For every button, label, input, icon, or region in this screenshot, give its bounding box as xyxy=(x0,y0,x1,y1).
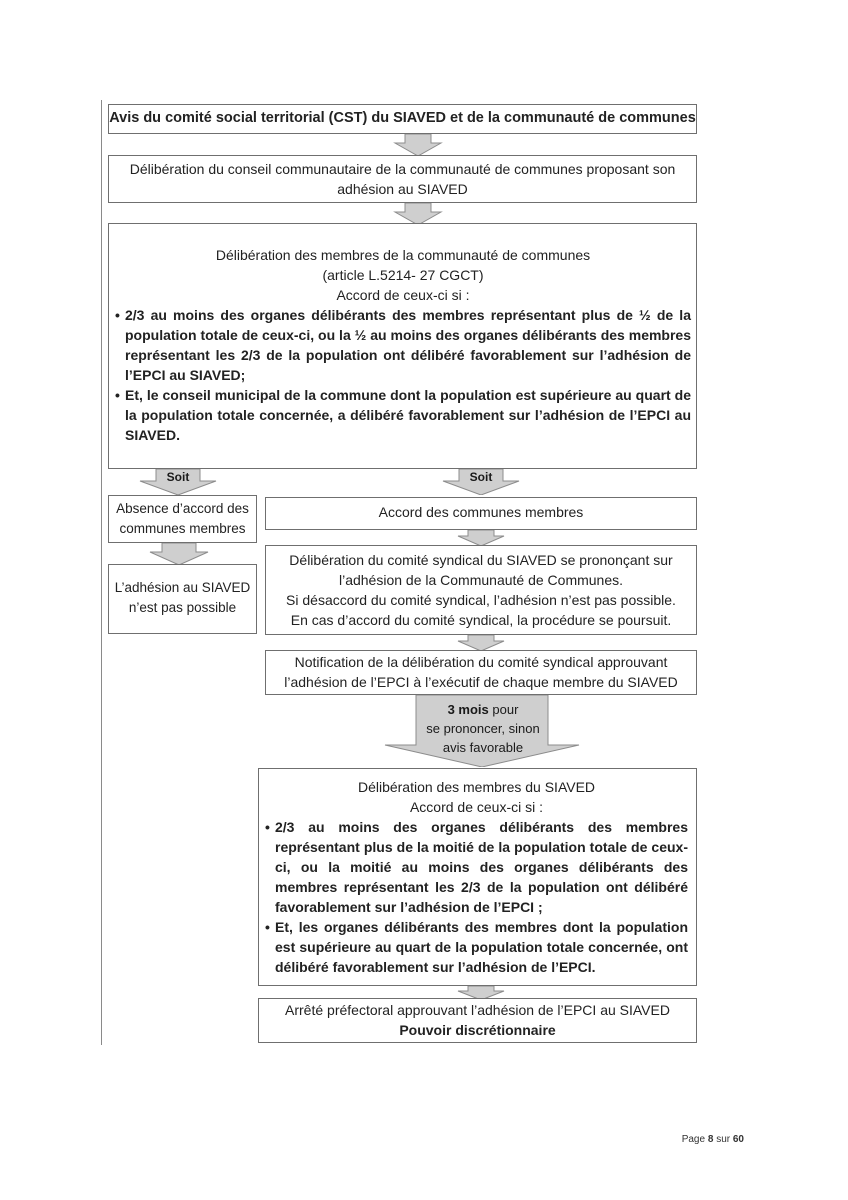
step-cst-opinion-text: Avis du comité social territorial (CST) du SIAVED et de la communauté de communes xyxy=(109,110,696,126)
committee-line: En cas d’accord du comité syndical, la procédure se poursuit. xyxy=(290,612,672,628)
step-council-deliberation xyxy=(108,155,697,203)
step-prefectoral-order xyxy=(258,998,697,1043)
delay-line-2: se prononcer, sinon xyxy=(426,721,540,736)
page-label: Page xyxy=(681,1134,706,1145)
step-not-possible xyxy=(108,564,257,634)
members-deliberation-title: Délibération des membres de la communauté de communes xyxy=(215,247,591,263)
down-arrow-1 xyxy=(393,134,443,156)
step-cst-opinion xyxy=(108,104,697,134)
condition-item: • 2/3 au moins des organes délibérants des membres représentant plus de ½ de la population totale de ceux-ci, ou la ½ au moins des organes délibérants des membres représentant les 2/3 de la population ont délibéré favorablement sur l’adhésion de l’EPCI au SIAVED; xyxy=(115,305,691,385)
prefectoral-order-line: Arrêté préfectoral approuvant l’adhésion de l’EPCI au SIAVED xyxy=(285,1002,670,1018)
discretionary-power: Pouvoir discrétionnaire xyxy=(399,1022,556,1038)
down-arrow-2 xyxy=(393,203,443,225)
delay-pour: pour xyxy=(488,702,519,717)
soit-label-left: Soit xyxy=(166,470,190,484)
members-deliberation-conditions xyxy=(115,305,691,445)
step-members-deliberation xyxy=(108,223,697,469)
delay-line-3: avis favorable xyxy=(442,740,524,755)
condition-item: • 2/3 au moins des organes délibérants des membres représentant plus de la moitié de la population totale de ceux-ci, ou la moitié au moins des organes délibérants des membres représentant les 2/3 de la population ont délibéré favorablement sur l’adhésion de l’EPCI ; xyxy=(265,817,688,917)
notification-line: l’adhésion de l’EPCI à l’exécutif de chaque membre du SIAVED xyxy=(284,674,678,690)
condition-item: • Et, les organes délibérants des membres dont la population est supérieure au quart de la population totale concernée, ont délibéré favorablement sur l’adhésion de l’EPCI. xyxy=(265,917,688,977)
step-syndical-committee xyxy=(265,545,697,635)
step-council-deliberation-text: Délibération du conseil communautaire de la communauté de communes proposant son adhésion au SIAVED xyxy=(129,161,676,197)
members-deliberation-accord: Accord de ceux-ci si : xyxy=(336,287,470,303)
step-siaved-members xyxy=(258,768,697,986)
soit-label-right: Soit xyxy=(469,470,493,484)
delay-label xyxy=(414,700,552,757)
step-agreement xyxy=(265,497,697,530)
siaved-members-title: Délibération des membres du SIAVED xyxy=(357,779,596,795)
siaved-members-conditions xyxy=(265,817,688,977)
delay-months: 3 mois xyxy=(447,702,489,717)
page-number xyxy=(682,1134,744,1145)
condition-item: • Et, le conseil municipal de la commune dont la population est supérieure au quart de la population totale concernée, a délibéré favorablement sur l’adhésion de l’EPCI au SIAVED. xyxy=(115,385,691,445)
down-arrow-3 xyxy=(456,530,506,546)
down-arrow-left xyxy=(148,543,210,565)
committee-line: Si désaccord du comité syndical, l’adhésion n’est pas possible. xyxy=(286,592,676,608)
notification-line: Notification de la délibération du comité syndical approuvant xyxy=(294,654,668,670)
committee-line: Délibération du comité syndical du SIAVED se prononçant sur xyxy=(289,552,673,568)
step-notification xyxy=(265,650,697,695)
step-no-agreement xyxy=(108,495,257,543)
margin-rule xyxy=(101,100,102,1045)
step-agreement-text: Accord des communes membres xyxy=(378,504,584,520)
committee-line: l’adhésion de la Communauté de Communes. xyxy=(338,572,624,588)
page-of-label: sur xyxy=(716,1134,731,1145)
members-deliberation-article: (article L.5214- 27 CGCT) xyxy=(322,267,484,283)
page-current: 8 xyxy=(707,1134,714,1145)
siaved-members-accord: Accord de ceux-ci si : xyxy=(409,799,544,815)
step-not-possible-text: L’adhésion au SIAVED n’est pas possible xyxy=(114,580,251,615)
step-no-agreement-text: Absence d’accord des communes membres xyxy=(116,501,249,536)
down-arrow-4 xyxy=(456,635,506,651)
page-total: 60 xyxy=(732,1134,744,1145)
